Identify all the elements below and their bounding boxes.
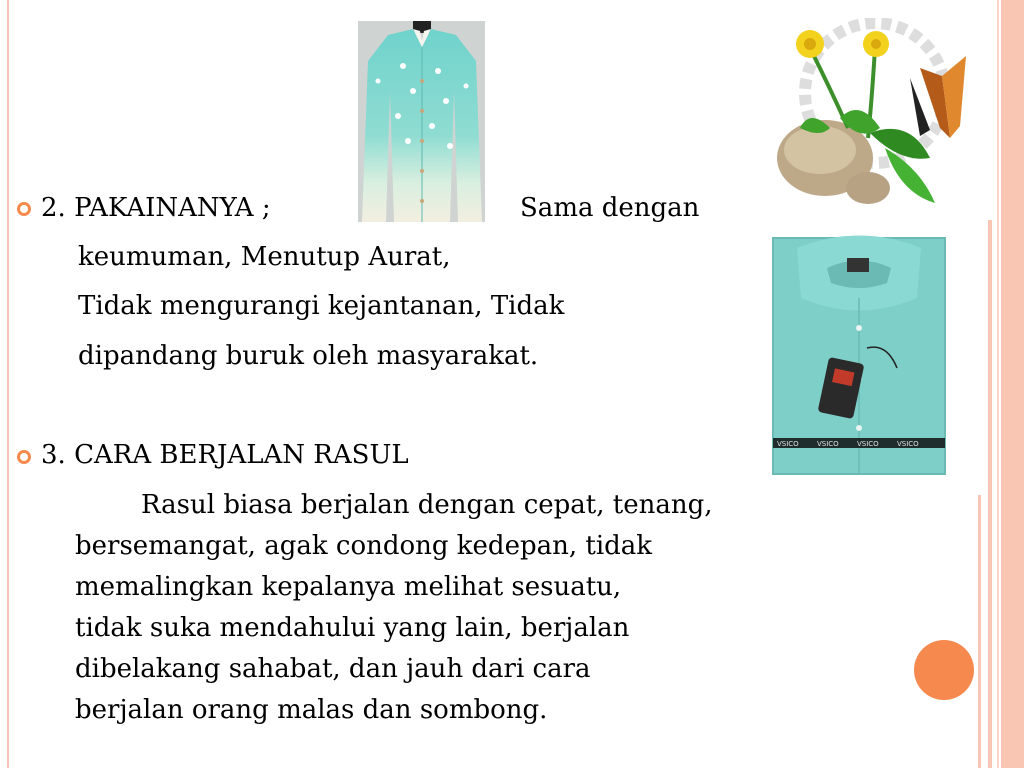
section3-line: dibelakang sahabat, dan jauh dari cara <box>75 654 591 684</box>
left-border-line <box>7 0 9 768</box>
section2-line: Tidak mengurangi kejantanan, Tidak <box>78 291 565 321</box>
right-border-line-inner <box>997 0 999 768</box>
batik-shirt-image <box>358 21 485 222</box>
shirt-label-text: VSICO <box>897 440 919 448</box>
section3-line: tidak suka mendahului yang lain, berjalan <box>75 613 630 643</box>
bullet-icon <box>17 450 31 464</box>
section3-line: berjalan orang malas dan sombong. <box>75 695 548 725</box>
shirt-label-text: VSICO <box>817 440 839 448</box>
shirt-label-text: VSICO <box>777 440 799 448</box>
bullet-icon <box>17 202 31 216</box>
section2-line: dipandang buruk oleh masyarakat. <box>78 341 539 371</box>
right-border-line-1 <box>988 220 992 768</box>
right-border-line-2 <box>978 495 981 768</box>
folded-shirt-image <box>767 228 950 476</box>
section3-line: memalingkan kepalanya melihat sesuatu, <box>75 572 622 602</box>
shirt-label-text: VSICO <box>857 440 879 448</box>
flower-butterfly-image <box>770 18 995 213</box>
right-border-band <box>1001 0 1024 768</box>
orange-circle-decoration <box>914 640 974 700</box>
section3-heading: 3. CARA BERJALAN RASUL <box>41 440 409 470</box>
section2-heading-continued: Sama dengan <box>520 193 700 223</box>
section2-heading: 2. PAKAINANYA ; <box>41 193 271 223</box>
section2-line: keumuman, Menutup Aurat, <box>78 242 451 272</box>
section3-line: bersemangat, agak condong kedepan, tidak <box>75 531 653 561</box>
section3-line: Rasul biasa berjalan dengan cepat, tenang, <box>141 490 713 520</box>
